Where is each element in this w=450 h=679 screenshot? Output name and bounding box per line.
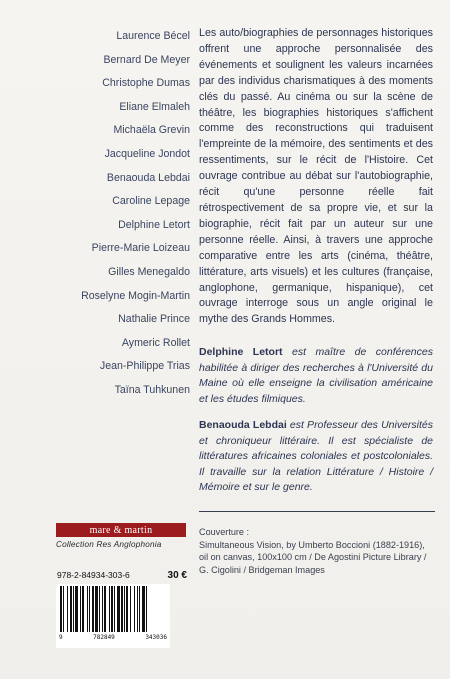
book-summary: Les auto/biographies de personnages historiques offrent une approche personnalisée des événements et soulignent les valeurs incarnées par des individus charismatiques à des moments clés du passé. Au cinéma ou sur la scène de théâtre, les biographies historiques s'affichent comme des reconstructions qui traduisent l'empreinte de la mémoire, des sentiments et des ressentiments, sur le récit de l'Histoire. Cet ouvrage contribue au débat sur l'autobiographie, récit qu'une personne réelle fait rétrospectivement de sa propre vie, et sur la biographie, récit fait par un auteur sur une personne réelle. Ainsi, à travers une approche comparative entre les arts (cinéma, théâtre, littérature, arts visuels) et les cultures (française, anglophone, germanique, hispanique), cet ouvrage interroge sous un angle original le mythe des Grands Hommes. — [199, 27, 433, 326]
editor-name: Benaouda Lebdai — [199, 419, 287, 431]
author-name: Aymeric Rollet — [121, 336, 190, 349]
author-name: Caroline Lepage — [112, 195, 190, 208]
author-name: Pierre-Marie Loizeau — [91, 242, 190, 255]
collection-line — [56, 540, 186, 549]
barcode-digit-group: 782849 — [93, 634, 115, 641]
isbn-price-line — [57, 570, 187, 581]
author-name: Eliane Elmaleh — [119, 100, 190, 113]
barcode — [56, 584, 170, 648]
author-name: Jean-Philippe Trias — [99, 360, 190, 373]
cover-credit — [199, 526, 435, 577]
author-name: Gilles Menegaldo — [108, 265, 190, 278]
editor-bio-letort — [199, 345, 433, 407]
collection-series: Res Anglophonia — [96, 540, 162, 549]
author-list — [40, 30, 190, 408]
author-name: Delphine Letort — [118, 218, 190, 231]
collection-label: Collection — [56, 540, 94, 549]
editor-bio-lebdai — [199, 418, 433, 496]
editor-bio-text: est Professeur des Universités et chroniqueur littéraire. Il est spécialiste de littératures africaines coloniales et postcoloniales. Il travaille sur la relation Littérature / Histoire / Mémoire et sur le genre. — [199, 419, 433, 494]
author-name: Nathalie Prince — [118, 313, 190, 326]
barcode-digit-group: 343036 — [145, 634, 167, 641]
editor-name: Delphine Letort — [199, 346, 283, 358]
author-name: Laurence Bécel — [116, 30, 190, 42]
publisher-name: mare & martin — [56, 523, 186, 537]
isbn: 978-2-84934-303-6 — [57, 570, 130, 580]
barcode-digits — [56, 634, 170, 641]
author-name: Taïna Tuhkunen — [114, 383, 190, 396]
price: 30 € — [167, 570, 187, 581]
divider — [199, 511, 435, 512]
cover-credit-heading: Couverture : — [199, 527, 250, 537]
author-name: Benaouda Lebdai — [106, 171, 190, 184]
barcode-digit-group: 9 — [59, 634, 63, 641]
editor-bio-text: est maître de conférences habilitée à diriger des recherches à l'Université du Maine où elle enseigne la civilisation américaine et les études filmiques. — [199, 346, 433, 405]
author-name: Christophe Dumas — [102, 77, 190, 90]
author-name: Michaëla Grevin — [113, 124, 190, 137]
barcode-icon — [56, 584, 170, 636]
author-name: Jacqueline Jondot — [104, 147, 190, 160]
author-name: Bernard De Meyer — [103, 53, 190, 66]
author-name: Roselyne Mogin-Martin — [81, 289, 190, 302]
publisher-logo — [56, 523, 186, 549]
cover-credit-text: Simultaneous Vision, by Umberto Boccioni (1882-1916), oil on canvas, 100x100 cm / De Agostini Picture Library / G. Cigolini / Bridgeman Images — [199, 539, 427, 576]
